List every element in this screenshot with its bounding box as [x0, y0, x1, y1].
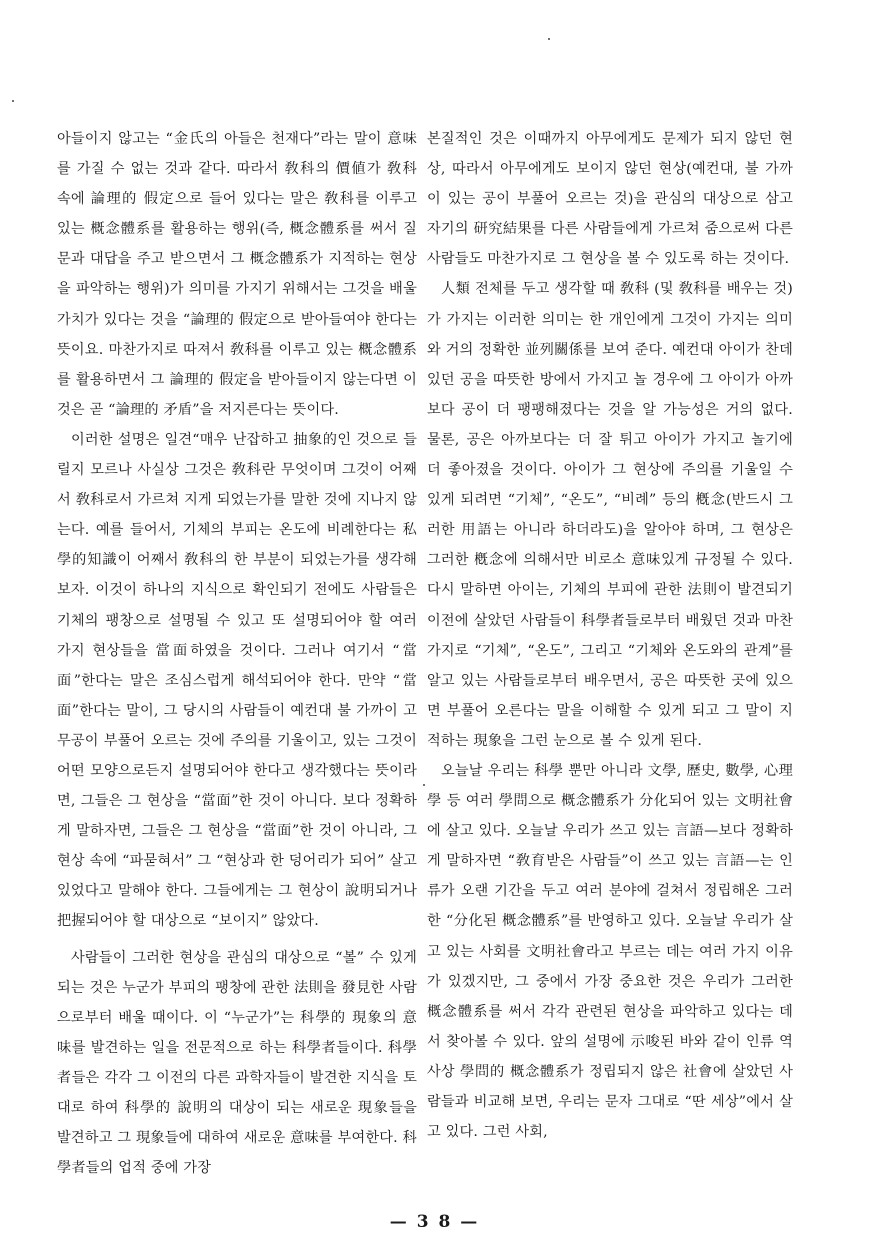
right-paragraph-3: 오늘날 우리는 科學 뿐만 아니라 文學, 歷史, 數學, 心理學 등 여러 學問으로 概念體系가 分化되어 있는 文明社會에 살고 있다. 오늘날 우리가 쓰고 있는 言語—보다 정확하게 말하자면 “敎育받은 사람들”이 쓰고 있는 言語—는 인류가 오랜 기간을 두고 여러 분야에 걸쳐서 정립해온 그러한 “分化된 概念體系”를 반영하고 있다. 오늘날 우리가 살고 있는 사회를 文明社會라고 부르는 데는 여러 가지 이유가 있겠지만, 그 중에서 가장 중요한 것은 우리가 그러한 概念體系를 써서 각각 관련된 현상을 파악하고 있다는 데서 찾아볼 수 있다. 앞의 설명에 示唆된 바와 같이 인류 역사상 學問的 概念體系가 정립되지 않은 社會에 살았던 사람들과 비교해 보면, 우리는 문자 그대로 “딴 세상”에서 살고 있다. 그런 사회, — [427, 762, 793, 1141]
left-column — [57, 124, 417, 1183]
right-paragraph-1: 본질적인 것은 이때까지 아무에게도 문제가 되지 않던 현상, 따라서 아무에게도 보이지 않던 현상(예컨대, 불 가까이 있는 공이 부풀어 오르는 것)을 관심의 대상으로 삼고 자기의 研究結果를 다른 사람들에게 가르쳐 줌으로써 다른 사람들도 마찬가지로 그 현상을 볼 수 있도록 하는 것이다. — [427, 131, 793, 268]
left-paragraph-3: 사람들이 그러한 현상을 관심의 대상으로 “볼” 수 있게 되는 것은 누군가 부피의 팽창에 관한 法則을 發見한 사람으로부터 배울 때이다. 이 “누군가”는 科學的 現象의 意味를 발견하는 일을 전문적으로 하는 科學者들이다. 科學者들은 각각 그 이전의 다른 과학자들이 발견한 지식을 토대로 하여 科學的 說明의 대상이 되는 새로운 現象들을 발견하고 그 現象들에 대하여 새로운 意味를 부여한다. 科學者들의 업적 중에 가장 — [57, 949, 417, 1177]
right-paragraph-2: 人類 전체를 두고 생각할 때 敎科 (및 敎科를 배우는 것)가 가지는 이러한 의미는 한 개인에게 그것이 가지는 의미와 거의 정확한 並列關係를 보여 준다. 예컨대 아이가 찬데 있던 공을 따뜻한 방에서 가지고 놀 경우에 그 아이가 아까보다 공이 더 팽팽해졌다는 것을 알 가능성은 거의 없다. 물론, 공은 아까보다는 더 잘 튀고 아이가 가지고 놀기에 더 좋아졌을 것이다. 아이가 그 현상에 주의를 기울일 수 있게 되려면 “기체”, “온도”, “비례” 등의 槪念(반드시 그러한 用語는 아니라 하더라도)을 알아야 하며, 그 현상은 그러한 槪念에 의해서만 비로소 意味있게 규정될 수 있다. 다시 말하면 아이는, 기체의 부피에 관한 法則이 발견되기 이전에 살았던 사람들이 科學者들로부터 배웠던 것과 마찬가지로 “기체”, “온도”, 그리고 “기체와 온도와의 관계”를 알고 있는 사람들로부터 배우면서, 공은 따뜻한 곳에 있으면 부풀어 오른다는 말을 이해할 수 있게 되고 그 말이 지적하는 現象을 그런 눈으로 볼 수 있게 된다. — [427, 281, 793, 749]
page-number: — 3 8 — — [389, 1212, 480, 1232]
scan-speck — [548, 38, 550, 40]
left-paragraph-1: 아들이지 않고는 “金氏의 아들은 천재다”라는 말이 意味를 가질 수 없는 것과 같다. 따라서 敎科의 價値가 敎科 속에 論理的 假定으로 들어 있다는 말은 敎科를 이루고 있는 概念體系를 활용하는 행위(즉, 概念體系를 써서 질문과 대답을 주고 받으면서 그 概念體系가 지적하는 현상을 파악하는 행위)가 의미를 가지기 위해서는 그것을 배울 가치가 있다는 것을 “論理的 假定으로 받아들여야 한다는 뜻이요. 마찬가지로 따져서 敎科를 이루고 있는 概念體系를 활용하면서 그 論理的 假定을 받아들이지 않는다면 이것은 곧 “論理的 矛盾”을 저지른다는 뜻이다. — [57, 131, 417, 418]
scan-speck — [423, 784, 425, 786]
scan-speck — [12, 100, 14, 102]
right-column — [427, 124, 793, 1147]
left-paragraph-2: 이러한 설명은 일견“매우 난잡하고 抽象的인 것으로 들릴지 모르나 사실상 그것은 敎科란 무엇이며 그것이 어째서 敎科로서 가르쳐 지게 되었는가를 말한 것에 지나지 않는다. 예를 들어서, 기체의 부피는 온도에 비례한다는 私學的知識이 어째서 敎科의 한 부분이 되었는가를 생각해 보자. 이것이 하나의 지식으로 확인되기 전에도 사람들은 기체의 팽창으로 설명될 수 있고 또 설명되어야 할 여러 가지 현상들을 當面하였을 것이다. 그러나 여기서 “當面”한다는 말은 조심스럽게 해석되어야 한다. 만약 “當面”한다는 말이, 그 당시의 사람들이 예컨대 불 가까이 고무공이 부풀어 오르는 것에 주의를 기울이고, 있는 그것이 어떤 모양으로든지 설명되어야 한다고 생각했다는 뜻이라면, 그들은 그 현상을 “當面”한 것이 아니다. 보다 정확하게 말하자면, 그들은 그 현상을 “當面”한 것이 아니라, 그 현상 속에 “파묻혀서” 그 “현상과 한 덩어리가 되어” 살고 있었다고 말해야 한다. 그들에게는 그 현상이 說明되거나 把握되어야 할 대상으로 “보이지” 않았다. — [57, 431, 417, 930]
